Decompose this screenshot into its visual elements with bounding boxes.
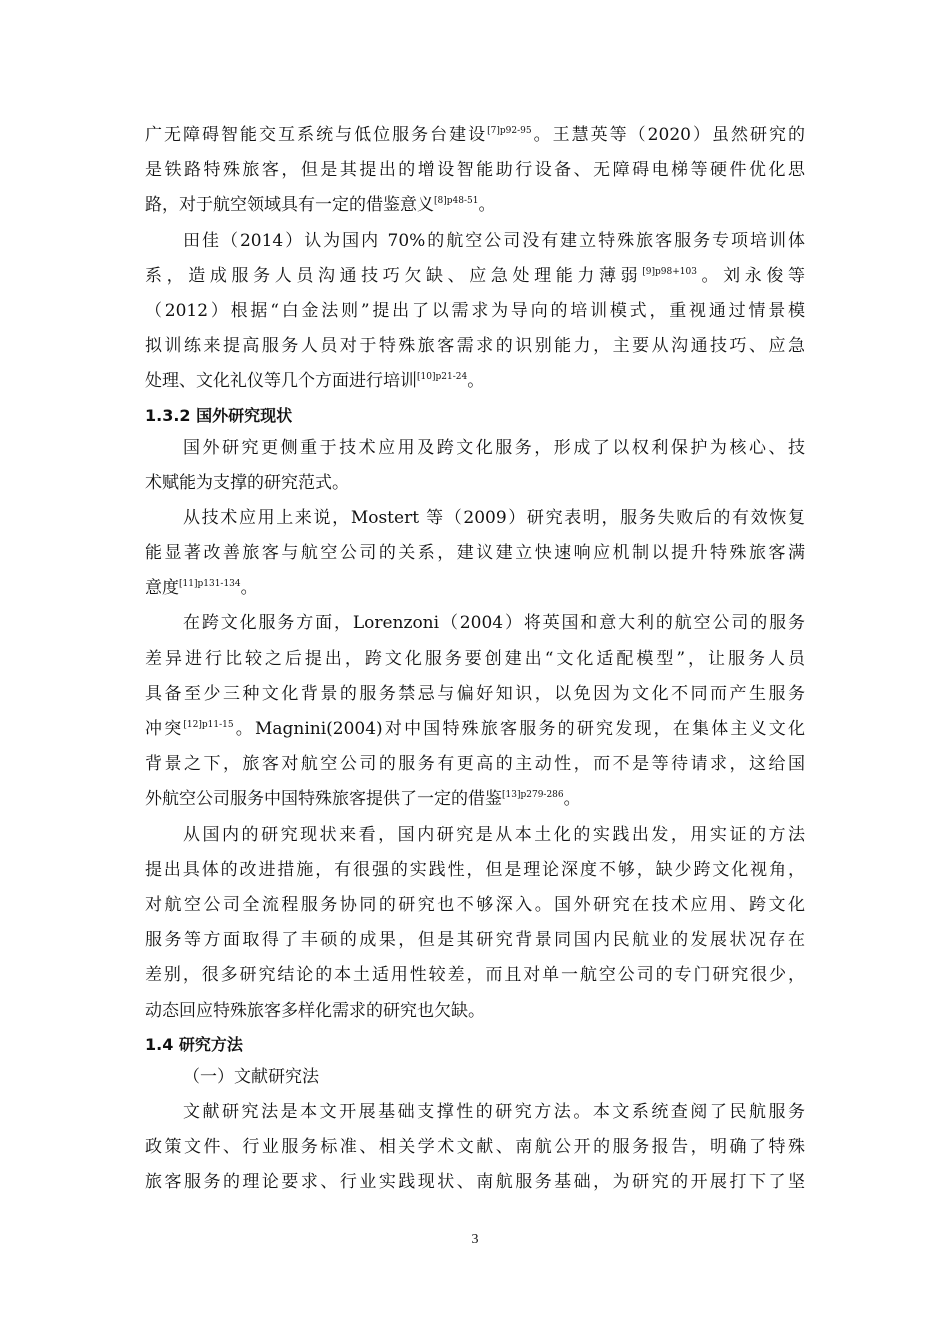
text-line: （2012）根据“白金法则”提出了以需求为导向的培训模式，重视通过情景模 xyxy=(145,300,805,321)
text-line: 田佳（2014）认为国内 70%的航空公司没有建立特殊旅客服务专项培训体 xyxy=(183,230,805,251)
text-line: 具备至少三种文化背景的服务禁忌与偏好知识，以免因为文化不同而产生服务 xyxy=(145,683,805,704)
paragraph-6 xyxy=(145,818,805,1029)
text-line: 从技术应用上来说，Mostert 等（2009）研究表明，服务失败后的有效恢复 xyxy=(183,507,805,528)
paragraph-2 xyxy=(145,224,805,400)
paragraph-7 xyxy=(145,1095,805,1201)
citation: [12]p11-15 xyxy=(183,720,234,730)
citation: [10]p21-24 xyxy=(417,372,468,383)
text-line: 广无障碍智能交互系统与低位服务台建设$^{[7]p92-95}$。王慧英等（2020）虽然研究的 xyxy=(145,125,805,145)
citation: [11]p131-134 xyxy=(179,579,241,590)
paragraph-4 xyxy=(145,501,805,607)
section-heading-1-4: 1.4 研究方法 xyxy=(145,1034,243,1054)
text-line: 外航空公司服务中国特殊旅客提供了一定的借鉴$^{[13]p279-286}$。 xyxy=(145,789,581,810)
text-line: 在跨文化服务方面，Lorenzoni（2004）将英国和意大利的航空公司的服务 xyxy=(183,613,805,634)
citation: [8]p48-51 xyxy=(434,196,479,207)
text-line: 拟训练来提高服务人员对于特殊旅客需求的识别能力，主要从沟通技巧、应急 xyxy=(145,336,805,357)
paragraph-5 xyxy=(145,606,805,817)
text-line: 从国内的研究现状来看，国内研究是从本土化的实践出发，用实证的方法 xyxy=(183,824,805,845)
text-line: 文献研究法是本文开展基础支撑性的研究方法。本文系统查阅了民航服务 xyxy=(183,1101,805,1122)
text-line: 术赋能为支撑的研究范式。 xyxy=(145,472,349,493)
page-number: 3 xyxy=(471,1232,479,1247)
text-line: 动态回应特殊旅客多样化需求的研究也欠缺。 xyxy=(145,1000,485,1021)
text-line: 背景之下，旅客对航空公司的服务有更高的主动性，而不是等待请求，这给国 xyxy=(145,754,805,775)
text-line: 差异进行比较之后提出，跨文化服务要创建出“文化适配模型”，让服务人员 xyxy=(145,648,805,669)
text-line: 对航空公司全流程服务协同的研究也不够深入。国外研究在技术应用、跨文化 xyxy=(145,894,805,915)
citation: [9]p98+103 xyxy=(642,266,697,277)
citation: [7]p92-95 xyxy=(487,126,532,136)
text-line: 旅客服务的理论要求、行业实践现状、南航服务基础，为研究的开展打下了坚 xyxy=(145,1172,805,1193)
citation: [13]p279-286 xyxy=(502,790,564,801)
text-line: 国外研究更侧重于技术应用及跨文化服务，形成了以权利保护为核心、技 xyxy=(183,437,805,458)
paragraph-1 xyxy=(145,118,805,224)
text-line: 提出具体的改进措施，有很强的实践性，但是理论深度不够，缺少跨文化视角， xyxy=(145,859,805,880)
text-line: 路，对于航空领域具有一定的借鉴意义$^{[8]p48-51}$。 xyxy=(145,195,496,216)
text-line: 是铁路特殊旅客，但是其提出的增设智能助行设备、无障碍电梯等硬件优化思 xyxy=(145,160,805,181)
text-line: 能显著改善旅客与航空公司的关系，建议建立快速响应机制以提升特殊旅客满 xyxy=(145,543,805,564)
text-line: 差别，很多研究结论的本土适用性较差，而且对单一航空公司的专门研究很少， xyxy=(145,965,805,986)
document-body xyxy=(145,118,805,1200)
text-line: 系，造成服务人员沟通技巧欠缺、应急处理能力薄弱$^{[9]p98+103}$。刘永俊等 xyxy=(145,265,806,286)
text-line: 政策文件、行业服务标准、相关学术文献、南航公开的服务报告，明确了特殊 xyxy=(145,1137,805,1158)
paragraph-3 xyxy=(145,431,805,501)
text-line: 服务等方面取得了丰硕的成果，但是其研究背景同国内民航业的发展状况存在 xyxy=(145,930,805,951)
text-line: 处理、文化礼仪等几个方面进行培训$^{[10]p21-24}$。 xyxy=(145,371,485,392)
section-heading-1-3-2: 1.3.2 国外研究现状 xyxy=(145,405,293,425)
text-line: 意度$^{[11]p131-134}$。 xyxy=(145,578,258,599)
subsection-heading: （一）文献研究法 xyxy=(183,1066,319,1087)
text-line: 冲突$^{[12]p11-15}$。Magnini(2004)对中国特殊旅客服务的研究发现，在集体主义文化 xyxy=(145,719,805,739)
